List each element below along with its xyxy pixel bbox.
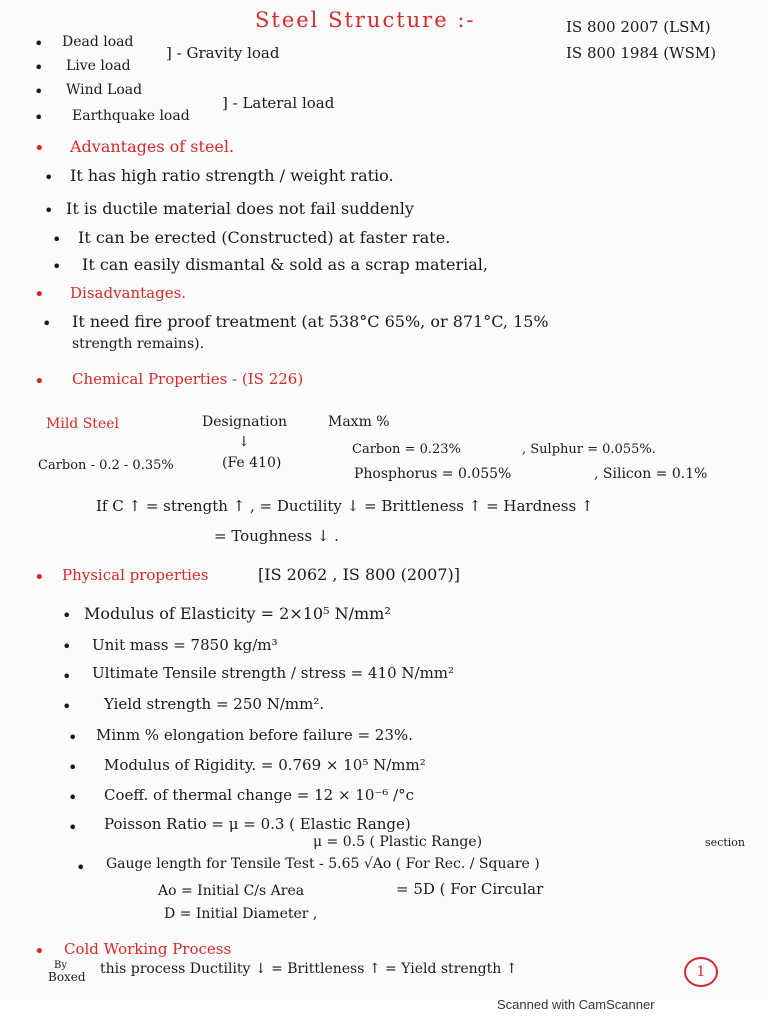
red-bullet: • <box>34 567 45 588</box>
bullet: • <box>34 82 44 101</box>
gauge-length: Gauge length for Tensile Test - 5.65 √Ao ( For Rec. / Square ) <box>106 856 540 872</box>
bullet: • <box>44 201 54 220</box>
bullet: • <box>76 858 86 877</box>
bullet: • <box>52 230 62 249</box>
section-note: section <box>705 836 745 849</box>
by-note: By <box>54 960 67 971</box>
physical-item: Ultimate Tensile strength / stress = 410 N/mm² <box>92 664 455 682</box>
advantage-item: It can be erected (Constructed) at faster rate. <box>78 228 451 247</box>
physical-item: Yield strength = 250 N/mm². <box>104 695 325 713</box>
toughness-relation: = Toughness ↓ . <box>214 527 339 545</box>
page-number: 1 <box>684 957 718 987</box>
physical-item: Coeff. of thermal change = 12 × 10⁻⁶ /°c <box>104 786 415 804</box>
mild-steel-label: Mild Steel <box>46 416 119 432</box>
bullet: • <box>68 758 78 777</box>
live-load: Live load <box>66 58 131 74</box>
five-d: = 5D ( For Circular <box>396 880 544 898</box>
disadvantage-line-2: strength remains). <box>72 336 205 352</box>
fe-designation: (Fe 410) <box>222 455 282 471</box>
phosphorus-max: Phosphorus = 0.055% <box>354 466 512 482</box>
cold-working-heading: Cold Working Process <box>64 940 232 958</box>
bullet: • <box>68 818 78 837</box>
code-lsm: IS 800 2007 (LSM) <box>566 18 711 36</box>
advantage-item: It has high ratio strength / weight ratio. <box>70 166 394 185</box>
bullet: • <box>62 606 72 625</box>
bullet: • <box>68 788 78 807</box>
dead-load: Dead load <box>62 34 134 50</box>
bullet: • <box>62 697 72 716</box>
wind-load: Wind Load <box>66 82 143 98</box>
bullet: • <box>52 257 62 276</box>
sulphur-max: , Sulphur = 0.055%. <box>522 442 656 457</box>
physical-heading: Physical properties <box>62 566 209 584</box>
bullet: • <box>34 34 44 53</box>
designation-label: Designation <box>202 414 288 430</box>
physical-item: Unit mass = 7850 kg/m³ <box>92 636 278 654</box>
d-definition: D = Initial Diameter , <box>164 906 318 922</box>
page-title: Steel Structure :- <box>255 8 476 32</box>
silicon-max: , Silicon = 0.1% <box>594 466 708 482</box>
bullet: • <box>34 108 44 127</box>
bullet: • <box>62 637 72 656</box>
bullet: • <box>44 168 54 187</box>
bullet: • <box>42 314 52 333</box>
disadvantages-heading: Disadvantages. <box>70 284 187 302</box>
physical-item: Poisson Ratio = μ = 0.3 ( Elastic Range) <box>104 815 411 833</box>
red-bullet: • <box>34 284 45 305</box>
cold-working-line: this process Ductility ↓ = Brittleness ↑ = Yield strength ↑ <box>100 961 518 977</box>
red-bullet: • <box>34 138 45 159</box>
bullet: • <box>34 58 44 77</box>
red-bullet: • <box>34 371 45 392</box>
bullet: • <box>62 667 72 686</box>
code-wsm: IS 800 1984 (WSM) <box>566 44 717 62</box>
advantage-item: It can easily dismantal & sold as a scrap material, <box>82 255 488 274</box>
carbon-max: Carbon = 0.23% <box>352 442 461 457</box>
physical-item: Modulus of Elasticity = 2×10⁵ N/mm² <box>84 604 391 623</box>
physical-item: Modulus of Rigidity. = 0.769 × 10⁵ N/mm² <box>104 756 426 774</box>
ao-definition: Ao = Initial C/s Area <box>158 883 305 899</box>
carbon-range: Carbon - 0.2 - 0.35% <box>38 458 174 473</box>
physical-codes: [IS 2062 , IS 800 (2007)] <box>258 565 461 584</box>
lateral-load: ] - Lateral load <box>222 94 335 112</box>
boxed-note: Boxed <box>48 970 86 984</box>
poisson-plastic: μ = 0.5 ( Plastic Range) <box>313 834 483 850</box>
disadvantage-line-1: It need fire proof treatment (at 538°C 65%, or 871°C, 15% <box>72 312 549 331</box>
advantage-item: It is ductile material does not fail suddenly <box>66 199 414 218</box>
gravity-load: ] - Gravity load <box>166 44 280 62</box>
max-label: Maxm % <box>328 414 390 430</box>
physical-item: Minm % elongation before failure = 23%. <box>96 726 413 744</box>
carbon-relation: If C ↑ = strength ↑ , = Ductility ↓ = Brittleness ↑ = Hardness ↑ <box>96 497 594 515</box>
chemical-heading: Chemical Properties - (IS 226) <box>72 370 304 388</box>
bullet: • <box>68 728 78 747</box>
red-bullet: • <box>34 941 45 962</box>
earthquake-load: Earthquake load <box>72 108 190 124</box>
designation-arrow: ↓ <box>238 434 250 450</box>
advantages-heading: Advantages of steel. <box>70 137 235 156</box>
scanner-watermark: Scanned with CamScanner <box>497 997 655 1012</box>
